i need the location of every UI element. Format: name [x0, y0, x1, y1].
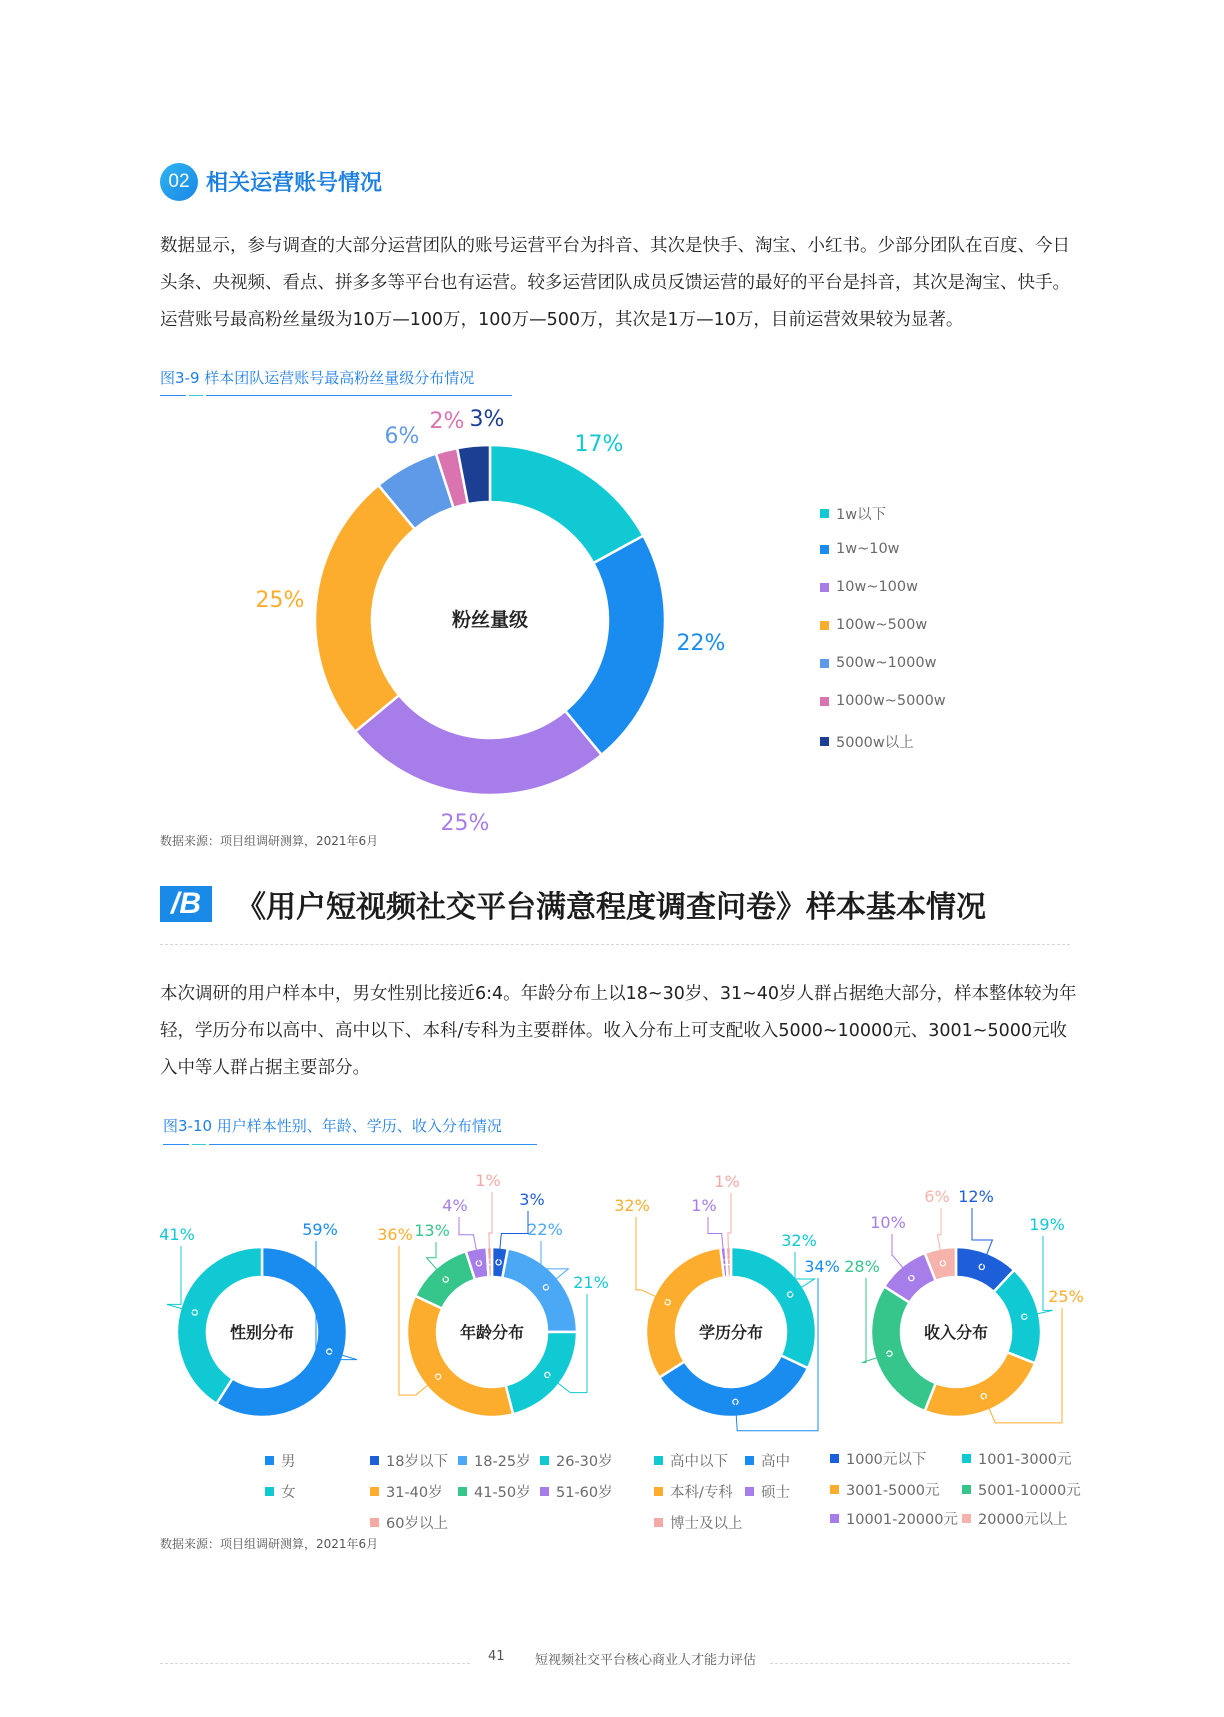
data-label-1w: 17%: [574, 432, 624, 457]
data-label-41-50: 13%: [414, 1221, 450, 1240]
legend-swatch: [820, 697, 829, 706]
slice-10w-100w: [355, 695, 601, 795]
legend-label: 10w~100w: [836, 579, 918, 595]
legend-item: [745, 1481, 790, 1502]
data-label-5001-10000: 28%: [844, 1257, 880, 1276]
legend-label: 1000元以下: [846, 1452, 927, 1468]
center-label: 学历分布: [698, 1323, 764, 1342]
figure-label: 图3-10 用户样本性别、年龄、学历、收入分布情况: [163, 1117, 502, 1135]
legend-item: [654, 1512, 743, 1533]
center-label: 年龄分布: [459, 1323, 525, 1342]
legend-swatch: [745, 1487, 754, 1496]
legend-label: 5000w以上: [836, 735, 914, 751]
legend-item: [820, 503, 886, 524]
legend-swatch: [820, 737, 829, 746]
legend-item: [654, 1450, 728, 1471]
data-label-100w-500w: 25%: [255, 588, 305, 613]
legend-item: [962, 1508, 1068, 1529]
legend-item: [962, 1479, 1081, 1500]
data-label-item: 32%: [614, 1196, 650, 1215]
legend-swatch: [830, 1514, 839, 1523]
data-label-item: 41%: [159, 1225, 195, 1244]
user-sample-donut-charts: [0, 1150, 1224, 1440]
legend-swatch: [540, 1487, 549, 1496]
center-label: 粉丝量级: [451, 609, 529, 631]
legend-label: 500w~1000w: [836, 655, 937, 671]
legend-item: [820, 731, 914, 752]
data-label-1w-10w: 22%: [676, 631, 726, 656]
legend-swatch: [820, 621, 829, 630]
legend-label: 41-50岁: [474, 1485, 531, 1501]
section-b-badge: /B: [160, 886, 212, 922]
footer-title: 短视频社交平台核心商业人才能力评估: [535, 1653, 757, 1668]
legend-label: 31-40岁: [386, 1485, 443, 1501]
legend-swatch: [830, 1485, 839, 1494]
paragraph-user-sample: 本次调研的用户样本中，男女性别比接近6:4。年龄分布上以18~30岁、31~40岁人群占据绝大部分，样本整体较为年轻，学历分布以高中、高中以下、本科/专科为主要群体。收入分布上可支配收入5000~10000元、3001~5000元收入中等人群占据主要部分。: [160, 984, 1077, 1078]
slice-18-25: [502, 1249, 577, 1332]
legend-swatch: [745, 1456, 754, 1465]
legend-item: [830, 1448, 926, 1469]
legend-swatch: [962, 1485, 971, 1494]
slice-31-40: [407, 1296, 513, 1417]
legend-item: [540, 1450, 613, 1471]
data-label-60: 1%: [475, 1171, 501, 1190]
center-label: 性别分布: [229, 1323, 295, 1342]
legend-item: [820, 541, 900, 557]
legend-item: [745, 1450, 790, 1471]
data-label-1000w-5000w: 2%: [429, 409, 465, 434]
legend-item: [540, 1481, 613, 1502]
legend-swatch: [458, 1456, 467, 1465]
legend-label: 5001-10000元: [978, 1483, 1081, 1499]
donut-0: [159, 1220, 357, 1417]
center-label: 收入分布: [923, 1323, 989, 1342]
data-label-3001-5000: 25%: [1048, 1287, 1084, 1306]
figure-underline: [209, 1144, 537, 1145]
section-b-heading: [160, 882, 986, 926]
legend-label: 1w以下: [836, 507, 887, 523]
legend-item: [820, 693, 946, 709]
data-label-item: 32%: [781, 1231, 817, 1250]
legend-swatch: [820, 659, 829, 668]
footer-divider-right: [770, 1663, 1070, 1664]
legend-label: 18岁以下: [386, 1454, 448, 1470]
data-label-item: 34%: [804, 1257, 840, 1276]
data-label-18-25: 22%: [527, 1220, 563, 1239]
legend-swatch: [654, 1518, 663, 1527]
legend-label: 硕士: [761, 1485, 790, 1501]
legend-swatch: [370, 1487, 379, 1496]
data-label-1000: 12%: [958, 1187, 994, 1206]
legend-label: 100w~500w: [836, 617, 928, 633]
legend-swatch: [962, 1514, 971, 1523]
data-label-31-40: 36%: [377, 1225, 413, 1244]
legend-label: 60岁以上: [386, 1516, 448, 1532]
slice-1001-3000: [994, 1270, 1041, 1363]
legend-item: [370, 1450, 448, 1471]
legend-label: 本科/专科: [670, 1485, 733, 1501]
legend-swatch: [962, 1454, 971, 1463]
legend-item: [820, 655, 936, 671]
data-label-10001-20000: 10%: [870, 1213, 906, 1232]
section-title: 相关运营账号情况: [206, 171, 383, 196]
slice-100w-500w: [315, 485, 415, 731]
legend-swatch: [540, 1456, 549, 1465]
legend-label: 20000元以上: [978, 1512, 1068, 1528]
legend-swatch: [820, 583, 829, 592]
slice-item: [646, 1248, 724, 1378]
data-label-item: 1%: [714, 1172, 740, 1191]
legend-label: 高中以下: [670, 1454, 728, 1470]
legend-item: [265, 1481, 296, 1502]
legend-swatch: [830, 1454, 839, 1463]
data-label-18: 3%: [519, 1190, 545, 1209]
footer-divider-left: [160, 1663, 470, 1664]
page-number: 41: [488, 1649, 505, 1664]
legend-item: [830, 1508, 958, 1529]
divider: [160, 944, 1070, 945]
legend-label: 51-60岁: [556, 1485, 613, 1501]
legend-label: 博士及以上: [670, 1516, 743, 1532]
data-label-item: 1%: [691, 1196, 717, 1215]
data-label-20000: 6%: [924, 1187, 950, 1206]
legend-swatch: [370, 1518, 379, 1527]
legend-label: 3001-5000元: [846, 1483, 940, 1499]
data-label-1001-3000: 19%: [1029, 1215, 1065, 1234]
legend-item: [654, 1481, 733, 1502]
slice-26-30: [506, 1332, 577, 1414]
legend-label: 高中: [761, 1454, 790, 1470]
donut-2: [614, 1172, 840, 1431]
legend-label: 1001-3000元: [978, 1452, 1072, 1468]
figure-source: 数据来源：项目组调研测算，2021年6月: [160, 1537, 379, 1551]
legend-label: 1w~10w: [836, 541, 900, 557]
legend-item: [458, 1481, 531, 1502]
legend-label: 26-30岁: [556, 1454, 613, 1470]
figure-underline-accent: [192, 1144, 206, 1145]
slice-41-50: [415, 1251, 475, 1308]
paragraph-accounts: 数据显示，参与调查的大部分运营团队的账号运营平台为抖音、其次是快手、淘宝、小红书。少部分团队在百度、今日头条、央视频、看点、拼多多等平台也有运营。较多运营团队成员反馈运营的最好的平台是抖音，其次是淘宝、快手。运营账号最高粉丝量级为10万—100万，100万—500万，其次是1万—10万，目前运营效果较为显著。: [160, 236, 1070, 330]
slice-1w-10w: [565, 536, 665, 755]
section-b-title: 《用户短视频社交平台满意程度调查问卷》样本基本情况: [236, 890, 986, 925]
figure-underline: [163, 1144, 189, 1145]
figure-source: 数据来源：项目组调研测算，2021年6月: [160, 834, 379, 848]
legend-label: 男: [281, 1454, 296, 1470]
legend-label: 女: [281, 1485, 296, 1501]
legend-swatch: [654, 1487, 663, 1496]
legend-swatch: [820, 509, 829, 518]
legend-label: 18-25岁: [474, 1454, 531, 1470]
slice-3001-5000: [925, 1352, 1035, 1417]
legend-swatch: [654, 1456, 663, 1465]
donut-1: [377, 1171, 609, 1417]
legend-item: [370, 1512, 448, 1533]
legend-swatch: [265, 1456, 274, 1465]
legend-item: [458, 1450, 531, 1471]
data-label-item: 59%: [302, 1220, 338, 1239]
donut-3: [844, 1187, 1084, 1423]
data-label-5000w: 3%: [469, 407, 505, 432]
data-label-26-30: 21%: [573, 1273, 609, 1292]
figure-label: 图3-9 样本团队运营账号最高粉丝量级分布情况: [160, 369, 475, 387]
section-number-badge: 02: [160, 163, 198, 201]
legend-item: [820, 617, 927, 633]
slice-1w: [490, 445, 643, 563]
data-label-51-60: 4%: [442, 1196, 468, 1215]
legend-swatch: [370, 1456, 379, 1465]
legend-swatch: [458, 1487, 467, 1496]
data-label-10w-100w: 25%: [440, 811, 490, 836]
slice-5001-10000: [871, 1286, 936, 1411]
legend-item: [830, 1479, 940, 1500]
legend-item: [370, 1481, 443, 1502]
legend-item: [820, 579, 918, 595]
legend-swatch: [820, 545, 829, 554]
legend-swatch: [265, 1487, 274, 1496]
legend-item: [265, 1450, 296, 1471]
legend-item: [962, 1448, 1072, 1469]
legend-label: 10001-20000元: [846, 1512, 958, 1528]
data-label-500w-1000w: 6%: [384, 424, 420, 449]
legend-label: 1000w~5000w: [836, 693, 946, 709]
